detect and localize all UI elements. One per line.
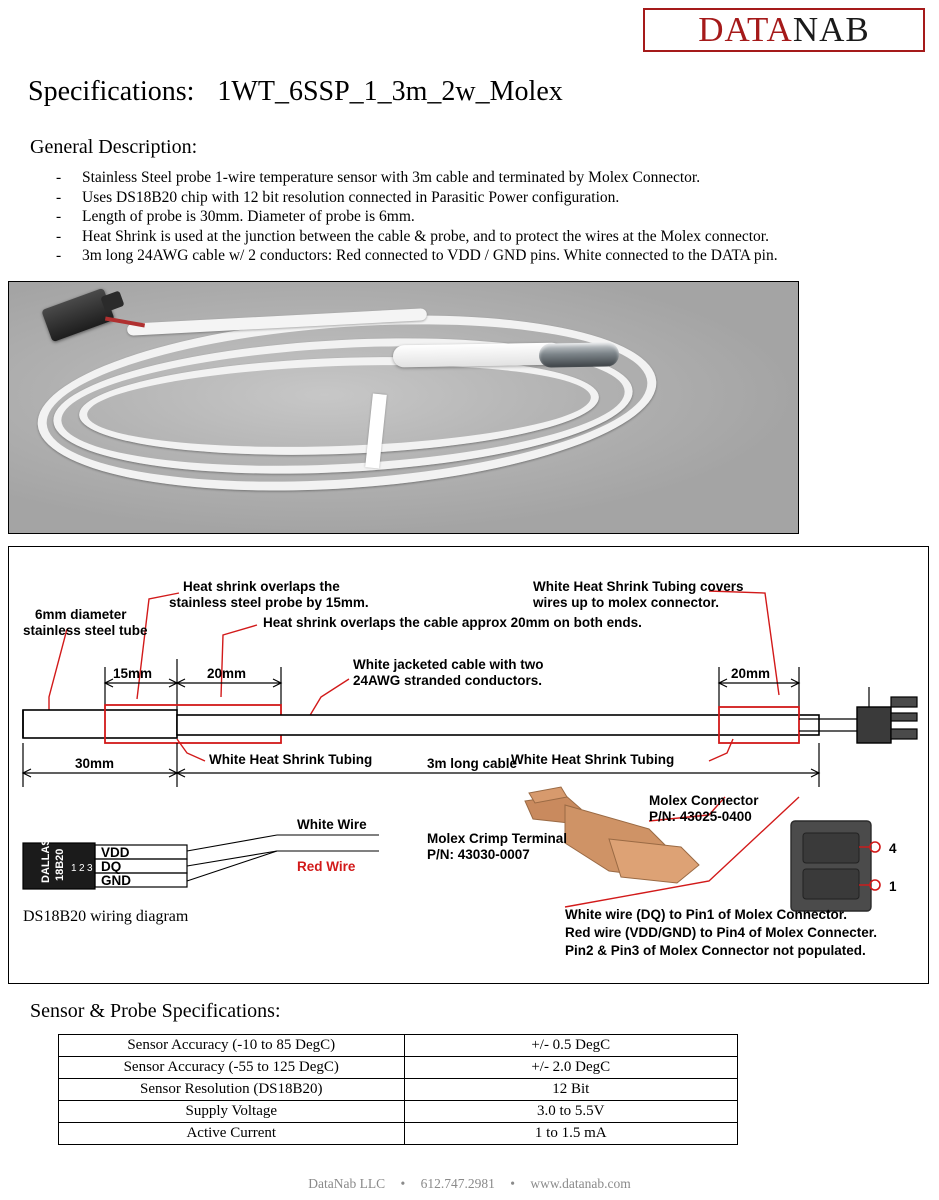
table-cell-value: +/- 0.5 DegC (404, 1035, 737, 1057)
callout-pinout-line1: White wire (DQ) to Pin1 of Molex Connector. (565, 907, 848, 922)
callout-overlap-cable: Heat shrink overlaps the cable approx 20mm on both ends. (263, 615, 642, 630)
molex-connector-illustration (791, 821, 880, 911)
callout-red-wire: Red Wire (297, 859, 356, 874)
stainless-steel-probe (539, 342, 619, 367)
callout-tube-line2: stainless steel tube (23, 623, 148, 638)
footer-separator-2: • (510, 1176, 515, 1191)
cable-outline (177, 715, 819, 735)
list-item-text: Length of probe is 30mm. Diameter of probe is 6mm. (82, 208, 415, 225)
wiring-lines (187, 835, 379, 881)
dimension-30mm: 30mm (75, 756, 115, 771)
bullet-marker: - (56, 188, 62, 206)
list-item-text: Uses DS18B20 chip with 12 bit resolution connected in Parasitic Power configuration. (82, 188, 620, 206)
logo-text (698, 10, 869, 50)
table-cell-key: Supply Voltage (59, 1101, 405, 1123)
table-row (59, 1079, 738, 1101)
table-cell-value: +/- 2.0 DegC (404, 1057, 737, 1079)
callout-jacket-line2: 24AWG stranded conductors. (353, 673, 543, 688)
ds18b20-chip (23, 838, 95, 889)
molex-pin-1-label: 1 (889, 879, 897, 894)
dimension-20mm-right: 20mm (731, 666, 771, 681)
bullet-marker: - (56, 227, 62, 245)
sensor-specs-heading: Sensor & Probe Specifications: (30, 1000, 281, 1022)
company-logo (643, 8, 925, 52)
callout-molex-line1: Molex Connector (649, 793, 759, 808)
bullet-marker: - (56, 169, 62, 186)
footer-phone: 612.747.2981 (420, 1176, 495, 1191)
dimension-group-bottom (23, 743, 819, 787)
callout-hs-right: White Heat Shrink Tubing (511, 752, 675, 767)
general-description-list (56, 168, 936, 266)
page-footer (0, 1176, 939, 1192)
callout-pinout-line2: Red wire (VDD/GND) to Pin4 of Molex Connecter. (565, 925, 878, 940)
general-description-heading: General Description: (30, 136, 198, 158)
callout-jacket-line1: White jacketed cable with two (353, 657, 544, 672)
probe-outline (23, 710, 177, 738)
callout-tube-line1: 6mm diameter (35, 607, 127, 622)
chip-signal-gnd: GND (101, 873, 131, 888)
chip-signal-vdd: VDD (101, 845, 130, 860)
table-cell-key: Active Current (59, 1123, 405, 1145)
table-cell-value: 1 to 1.5 mA (404, 1123, 737, 1145)
callout-crimp-line1: Molex Crimp Terminal (427, 831, 568, 846)
page-title-label: Specifications: (28, 76, 195, 107)
page-title-value: 1WT_6SSP_1_3m_2w_Molex (217, 76, 563, 107)
logo-text-nab: NAB (792, 10, 870, 49)
wiring-diagram-caption: DS18B20 wiring diagram (23, 908, 189, 925)
page-title (28, 76, 563, 108)
table-row (59, 1123, 738, 1145)
list-item-text: 3m long 24AWG cable w/ 2 conductors: Red connected to VDD / GND pins. White connected to the DATA pin. (82, 247, 778, 264)
probe-heatshrink (393, 343, 563, 368)
assembly-diagram (8, 546, 929, 984)
molex-connector-drawing (857, 687, 917, 743)
callout-hs-left: White Heat Shrink Tubing (209, 752, 373, 767)
callout-heatshrink-probe-line1: Heat shrink overlaps the (183, 579, 340, 594)
chip-signal-dq: DQ (101, 859, 122, 874)
list-item (56, 207, 936, 227)
footer-website[interactable]: www.datanab.com (530, 1176, 631, 1191)
table-cell-value: 12 Bit (404, 1079, 737, 1101)
chip-pin-1: 1 (71, 863, 77, 874)
list-item (56, 188, 936, 208)
molex-pin-4-label: 4 (889, 841, 897, 856)
table-cell-value: 3.0 to 5.5V (404, 1101, 737, 1123)
sensor-specs-table (58, 1034, 738, 1145)
product-photo (8, 281, 799, 534)
chip-text-line1: DALLAS (40, 838, 52, 883)
chip-pin-2: 2 (79, 863, 85, 874)
dimension-15mm: 15mm (113, 666, 153, 681)
table-cell-key: Sensor Accuracy (-10 to 85 DegC) (59, 1035, 405, 1057)
list-item (56, 246, 936, 266)
logo-text-data: DATA (698, 10, 793, 49)
callout-crimp-line2: P/N: 43030-0007 (427, 847, 530, 862)
chip-text-line2: 18B20 (54, 848, 66, 881)
bullet-marker: - (56, 247, 62, 264)
callout-pinout-line3: Pin2 & Pin3 of Molex Connector not populated. (565, 943, 866, 958)
table-cell-key: Sensor Resolution (DS18B20) (59, 1079, 405, 1101)
list-item-text: Stainless Steel probe 1-wire temperature sensor with 3m cable and terminated by Molex Connector. (82, 169, 701, 186)
table-cell-key: Sensor Accuracy (-55 to 125 DegC) (59, 1057, 405, 1079)
callout-molex-line2: P/N: 43025-0400 (649, 809, 752, 824)
dimension-cable-length: 3m long cable (427, 756, 518, 771)
callout-heatshrink-probe-line2: stainless steel probe by 15mm. (169, 595, 369, 610)
list-item (56, 227, 936, 247)
bullet-marker: - (56, 208, 62, 225)
table-row (59, 1057, 738, 1079)
callout-white-hs-top-line1: White Heat Shrink Tubing covers (533, 579, 744, 594)
chip-pin-3: 3 (87, 863, 93, 874)
diagram-svg (9, 547, 928, 983)
table-row (59, 1101, 738, 1123)
table-row (59, 1035, 738, 1057)
dimension-20mm-left: 20mm (207, 666, 247, 681)
footer-separator-1: • (400, 1176, 406, 1191)
footer-company: DataNab LLC (308, 1176, 386, 1191)
callout-white-wire: White Wire (297, 817, 367, 832)
list-item (56, 168, 936, 188)
list-item-text: Heat Shrink is used at the junction between the cable & probe, and to protect the wires at the Molex connector. (82, 227, 769, 245)
callout-white-hs-top-line2: wires up to molex connector. (533, 595, 720, 610)
